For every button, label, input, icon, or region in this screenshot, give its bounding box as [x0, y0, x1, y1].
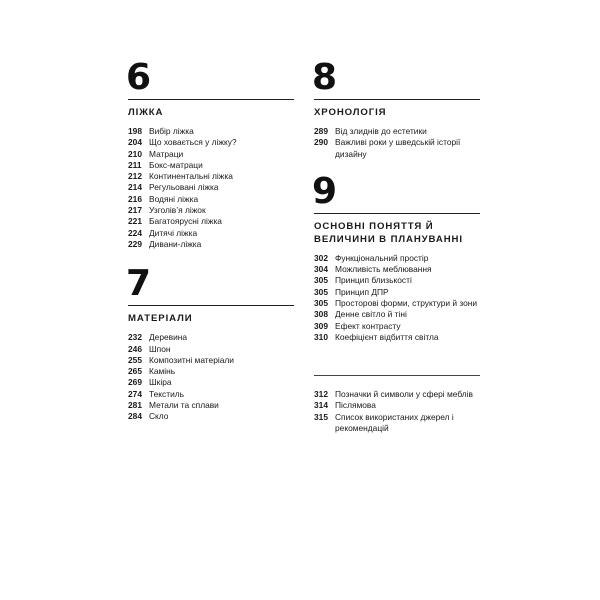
entry-title: Просторові форми, структури й зони — [335, 298, 478, 309]
entry-title: Принцип близькості — [335, 275, 412, 286]
toc-list — [314, 253, 480, 343]
entry-title: Деревина — [149, 332, 188, 343]
page-number: 290 — [314, 137, 328, 148]
entry-title: Список використаних джерел і рекомендацій — [335, 411, 454, 433]
chapter-9 — [314, 172, 480, 343]
chapter-divider — [128, 99, 294, 100]
entry-title: Багатоярусні ліжка — [149, 216, 222, 227]
toc-entry — [314, 253, 480, 264]
chapter-6 — [128, 58, 294, 250]
toc-entry — [128, 377, 294, 388]
toc-entry — [128, 126, 294, 137]
page-number: 224 — [128, 227, 142, 238]
entry-title: Матраци — [149, 148, 184, 159]
toc-entry — [314, 287, 480, 298]
entry-title: Узголів’я ліжок — [149, 205, 206, 216]
toc-entry — [314, 412, 480, 435]
chapter-8 — [314, 58, 480, 160]
toc-entry — [128, 400, 294, 411]
chapter-7 — [128, 264, 294, 422]
entry-title: Композитні матеріали — [149, 354, 234, 365]
chapter-title: ЛІЖКА — [128, 107, 164, 118]
chapter-number: 8 — [312, 57, 338, 98]
entry-title: Післямова — [335, 400, 376, 411]
entry-title: Ефект контрасту — [335, 320, 401, 331]
page-number: 302 — [314, 252, 328, 263]
entry-title: Метали та сплави — [149, 400, 219, 411]
chapter-title: ОСНОВНІ ПОНЯТТЯ Й ВЕЛИЧИНИ В ПЛАНУВАННІ — [314, 220, 463, 245]
toc-entry — [314, 309, 480, 320]
toc-entry — [128, 344, 294, 355]
page-number: 305 — [314, 275, 328, 286]
toc-entry — [128, 171, 294, 182]
entry-title: Можливість меблювання — [335, 264, 432, 275]
entry-title: Бокс-матраци — [149, 159, 203, 170]
toc-entry — [314, 400, 480, 411]
page-number: 221 — [128, 216, 142, 227]
toc-entry — [128, 205, 294, 216]
right-column — [314, 58, 480, 343]
page-number: 204 — [128, 137, 142, 148]
entry-title: Регульовані ліжка — [149, 182, 219, 193]
page-number: 269 — [128, 377, 142, 388]
page-number: 214 — [128, 182, 142, 193]
toc-entry — [314, 332, 480, 343]
entry-title: Шкіра — [149, 377, 172, 388]
page-number: 314 — [314, 400, 328, 411]
page-number: 284 — [128, 411, 142, 422]
toc-list — [314, 126, 480, 160]
entry-title: Вибір ліжка — [149, 126, 194, 136]
entry-title: Шпон — [149, 343, 171, 354]
page-number: 255 — [128, 354, 142, 365]
page-number: 211 — [128, 159, 142, 170]
page-number: 217 — [128, 205, 142, 216]
entry-title: Скло — [149, 411, 169, 422]
entry-title: Дитячі ліжка — [149, 227, 198, 238]
page-number: 305 — [314, 286, 328, 297]
entry-title: Що ховається у ліжку? — [149, 137, 237, 148]
toc-entry — [128, 332, 294, 343]
chapter-divider — [314, 213, 480, 214]
toc-entry — [128, 366, 294, 377]
page-number: 216 — [128, 193, 142, 204]
entry-title: Текстиль — [149, 388, 185, 399]
appendix-divider — [314, 375, 480, 376]
entry-title: Принцип ДПР — [335, 286, 389, 297]
toc-entry — [314, 275, 480, 286]
entry-title: Денне світло й тіні — [335, 309, 407, 320]
page-number: 265 — [128, 366, 142, 377]
toc-entry — [314, 137, 480, 160]
chapter-title: ХРОНОЛОГІЯ — [314, 107, 387, 118]
toc-entry — [128, 239, 294, 250]
chapter-divider — [314, 99, 480, 100]
toc-entry — [128, 411, 294, 422]
chapter-number: 6 — [126, 57, 152, 98]
entry-title: Позначки й символи у сфері меблів — [335, 389, 473, 399]
toc-entry — [128, 182, 294, 193]
toc-list — [128, 126, 294, 250]
toc-entry — [128, 149, 294, 160]
toc-list — [314, 389, 480, 434]
chapter-divider — [128, 305, 294, 306]
entry-title: Важливі роки у шведській історії дизайну — [335, 137, 461, 159]
toc-entry — [314, 298, 480, 309]
entry-title: Дивани-ліжка — [149, 238, 202, 249]
page-number: 310 — [314, 331, 328, 342]
entry-title: Континентальні ліжка — [149, 171, 233, 182]
page-number: 210 — [128, 148, 142, 159]
appendix-section — [314, 374, 480, 434]
page-number: 212 — [128, 171, 142, 182]
toc-entry — [128, 160, 294, 171]
chapter-title: МАТЕРІАЛИ — [128, 313, 193, 325]
entry-title: Функціональний простір — [335, 252, 429, 263]
toc-entry — [128, 355, 294, 366]
page-number: 198 — [128, 126, 142, 136]
page-number: 304 — [314, 264, 328, 275]
page-number: 232 — [128, 332, 142, 343]
page-number: 305 — [314, 298, 328, 309]
toc-entry — [314, 264, 480, 275]
entry-title: Водяні ліжка — [149, 193, 199, 204]
page-number: 281 — [128, 400, 142, 411]
toc-entry — [314, 389, 480, 400]
toc-entry — [314, 126, 480, 137]
page-number: 312 — [314, 389, 328, 399]
toc-entry — [128, 228, 294, 239]
page-number: 315 — [314, 411, 328, 422]
toc-entry — [314, 321, 480, 332]
left-column — [128, 58, 294, 423]
page-number: 246 — [128, 343, 142, 354]
toc-list — [128, 332, 294, 422]
page-number: 289 — [314, 126, 328, 136]
page-number: 229 — [128, 238, 142, 249]
toc-entry — [128, 194, 294, 205]
chapter-number: 9 — [312, 170, 338, 212]
chapter-number: 7 — [126, 263, 152, 305]
page-number: 274 — [128, 388, 142, 399]
page-number: 309 — [314, 320, 328, 331]
toc-entry — [128, 137, 294, 148]
page-number: 308 — [314, 309, 328, 320]
toc-entry — [128, 216, 294, 227]
entry-title: Коефіцієнт відбиття світла — [335, 331, 439, 342]
entry-title: Від злиднів до естетики — [335, 126, 427, 136]
toc-entry — [128, 389, 294, 400]
entry-title: Камінь — [149, 366, 176, 377]
